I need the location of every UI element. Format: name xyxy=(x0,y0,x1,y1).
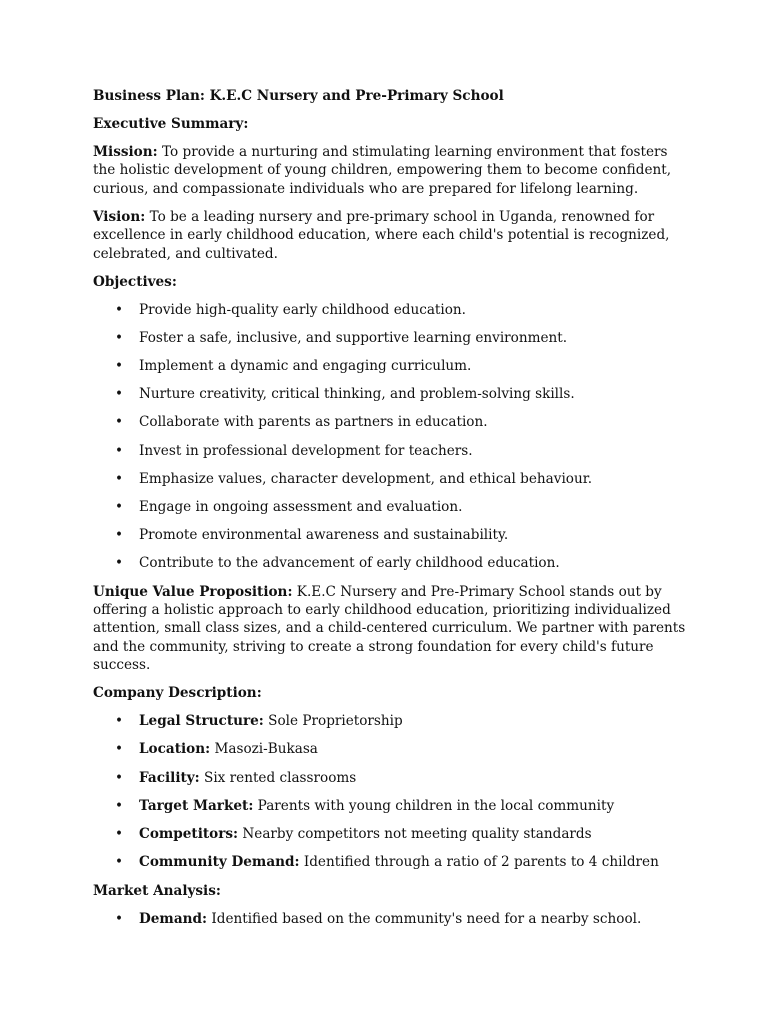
vision-paragraph xyxy=(93,208,693,263)
objective-text: Invest in professional development for teachers. xyxy=(139,442,473,459)
objective-text: Provide high-quality early childhood education. xyxy=(139,301,466,318)
bullet-icon: • xyxy=(115,470,124,487)
bullet-icon: • xyxy=(115,854,124,871)
bullet-icon: • xyxy=(115,358,124,375)
mission-text: To provide a nurturing and stimulating learning environment that fosters the holistic development of young children, empowering them to become confident, curious, and compassionate individuals who are prepared for lifelong learning. xyxy=(93,144,672,197)
bullet-icon: • xyxy=(115,826,124,843)
mission-paragraph xyxy=(93,143,693,198)
uvp-paragraph xyxy=(93,583,693,675)
list-item xyxy=(93,526,693,544)
list-item xyxy=(93,712,693,730)
objectives-heading: Objectives: xyxy=(93,273,177,290)
item-value: Nearby competitors not meeting quality standards xyxy=(242,826,592,843)
bullet-icon: • xyxy=(115,442,124,459)
bullet-icon: • xyxy=(115,301,124,318)
item-label: Target Market: xyxy=(139,797,254,814)
bullet-icon: • xyxy=(115,713,124,730)
bullet-icon: • xyxy=(115,386,124,403)
item-label: Demand: xyxy=(139,910,208,927)
market-analysis-heading: Market Analysis: xyxy=(93,882,221,899)
item-value: Six rented classrooms xyxy=(204,769,357,786)
bullet-icon: • xyxy=(115,527,124,544)
document-title: Business Plan: K.E.C Nursery and Pre-Primary School xyxy=(93,88,504,104)
list-item xyxy=(93,357,693,375)
item-label: Competitors: xyxy=(139,826,239,843)
vision-label: Vision: xyxy=(93,208,146,225)
list-item xyxy=(93,301,693,319)
item-label: Location: xyxy=(139,741,211,758)
item-value: Identified based on the community's need for a nearby school. xyxy=(211,910,642,927)
uvp-text: K.E.C Nursery and Pre-Primary School stands out by offering a holistic approach to early childhood education, prioritizing individualized attention, small class sizes, and a child-centered curriculum. We partner with parents and the community, striving to create a strong foundation for every child's future success. xyxy=(93,583,686,674)
list-item xyxy=(93,498,693,516)
objective-text: Emphasize values, character development, and ethical behaviour. xyxy=(139,470,593,487)
list-item xyxy=(93,740,693,758)
objective-text: Engage in ongoing assessment and evaluation. xyxy=(139,499,463,516)
company-description-heading: Company Description: xyxy=(93,685,262,702)
mission-label: Mission: xyxy=(93,144,158,160)
list-item xyxy=(93,470,693,488)
bullet-icon: • xyxy=(115,797,124,814)
list-item xyxy=(93,825,693,843)
objective-text: Collaborate with parents as partners in education. xyxy=(139,414,488,431)
market-analysis-list xyxy=(93,910,693,928)
item-value: Parents with young children in the local community xyxy=(257,797,615,814)
objective-text: Implement a dynamic and engaging curriculum. xyxy=(139,358,472,375)
item-value: Masozi-Bukasa xyxy=(214,741,318,758)
objective-text: Foster a safe, inclusive, and supportive learning environment. xyxy=(139,329,568,346)
objective-text: Nurture creativity, critical thinking, and problem-solving skills. xyxy=(139,386,575,403)
list-item xyxy=(93,910,693,928)
item-label: Facility: xyxy=(139,769,200,786)
objectives-list xyxy=(93,301,693,573)
bullet-icon: • xyxy=(115,329,124,346)
bullet-icon: • xyxy=(115,414,124,431)
uvp-label: Unique Value Proposition: xyxy=(93,583,293,600)
bullet-icon: • xyxy=(115,741,124,758)
document-page xyxy=(93,87,693,938)
list-item xyxy=(93,413,693,431)
list-item xyxy=(93,442,693,460)
bullet-icon: • xyxy=(115,499,124,516)
list-item xyxy=(93,853,693,871)
item-value: Sole Proprietorship xyxy=(268,713,403,730)
item-label: Legal Structure: xyxy=(139,713,264,730)
list-item xyxy=(93,385,693,403)
bullet-icon: • xyxy=(115,769,124,786)
objective-text: Contribute to the advancement of early childhood education. xyxy=(139,555,560,572)
list-item xyxy=(93,329,693,347)
list-item xyxy=(93,554,693,572)
bullet-icon: • xyxy=(115,555,124,572)
list-item xyxy=(93,769,693,787)
item-label: Community Demand: xyxy=(139,854,300,871)
list-item xyxy=(93,797,693,815)
executive-summary-heading: Executive Summary: xyxy=(93,116,249,132)
objective-text: Promote environmental awareness and sustainability. xyxy=(139,527,509,544)
item-value: Identified through a ratio of 2 parents to 4 children xyxy=(303,854,659,871)
vision-text: To be a leading nursery and pre-primary school in Uganda, renowned for excellence in early childhood education, where each child's potential is recognized, celebrated, and cultivated. xyxy=(93,208,670,262)
company-description-list xyxy=(93,712,693,871)
bullet-icon: • xyxy=(115,910,124,927)
